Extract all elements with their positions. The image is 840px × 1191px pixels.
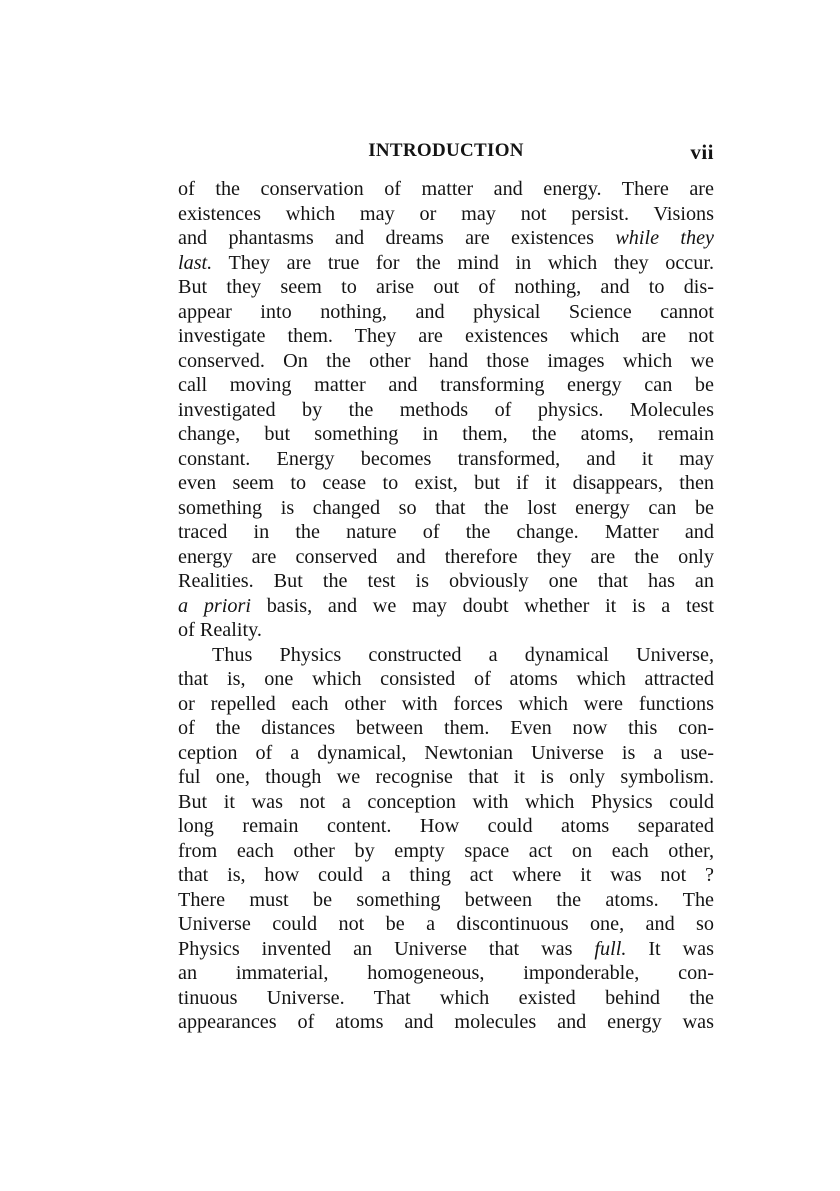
- text-run: that is, how could a thing act where it was not ?: [178, 864, 714, 886]
- text-line: [178, 1010, 714, 1035]
- text-line: [178, 422, 714, 447]
- text-run: from each other by empty space act on each other,: [178, 839, 714, 862]
- text-run: even seem to cease to exist, but if it disappears, then: [178, 472, 714, 494]
- text-line: [178, 790, 714, 815]
- text-run: of the distances between them. Even now this con-: [178, 717, 714, 739]
- text-line: [178, 618, 714, 643]
- text-run: of the conservation of matter and energy. There are: [178, 178, 714, 200]
- text-run: Realities. But the test is obviously one that has an: [178, 570, 714, 592]
- text-line: [178, 961, 714, 986]
- text-run: conserved. On the other hand those images which we: [178, 349, 714, 372]
- text-run: Physics invented an Universe that was: [178, 937, 595, 960]
- page-header: [178, 140, 714, 170]
- text-run: something is changed so that the lost energy can be: [178, 496, 714, 519]
- text-line: [178, 986, 714, 1011]
- text-line: [178, 373, 714, 398]
- text-line: [178, 324, 714, 349]
- body-text: [178, 177, 714, 1035]
- text-line: [178, 888, 714, 913]
- italic-text: last.: [178, 251, 213, 274]
- text-line: [178, 226, 714, 251]
- text-line: [178, 716, 714, 741]
- text-run: long remain content. How could atoms separated: [178, 815, 714, 837]
- text-line: [178, 937, 714, 962]
- text-line: [178, 912, 714, 937]
- text-run: an immaterial, homogeneous, imponderable, con-: [178, 962, 714, 984]
- text-line: [178, 275, 714, 300]
- text-run: appear into nothing, and physical Science cannot: [178, 300, 714, 323]
- text-run: or repelled each other with forces which were functions: [178, 692, 714, 715]
- text-run: basis, and we may doubt whether it is a test: [250, 594, 714, 617]
- text-line: [178, 814, 714, 839]
- text-run: But it was not a conception with which Physics could: [178, 790, 714, 813]
- text-run: They are true for the mind in which they occur.: [212, 251, 714, 274]
- text-run: It was: [626, 937, 714, 960]
- text-run: that is, one which consisted of atoms which attracted: [178, 668, 714, 690]
- text-run: energy are conserved and therefore they are the only: [178, 545, 714, 568]
- text-line: [178, 251, 714, 276]
- text-run: and phantasms and dreams are existences: [178, 227, 616, 249]
- italic-text: a priori: [178, 594, 251, 617]
- text-run: investigate them. They are existences which are not: [178, 325, 714, 347]
- text-line: [178, 741, 714, 766]
- text-run: Universe could not be a discontinuous one, and so: [178, 913, 714, 935]
- text-line: [178, 398, 714, 423]
- text-run: traced in the nature of the change. Matter and: [178, 521, 714, 543]
- text-run: Thus Physics constructed a dynamical Universe,: [212, 643, 714, 666]
- text-line: [178, 863, 714, 888]
- text-line: [178, 594, 714, 619]
- text-line: [178, 667, 714, 692]
- text-line: [178, 545, 714, 570]
- text-line: [178, 349, 714, 374]
- text-run: constant. Energy becomes transformed, and it may: [178, 447, 714, 470]
- text-line: [178, 300, 714, 325]
- text-run: investigated by the methods of physics. Molecules: [178, 398, 714, 421]
- text-line: [178, 177, 714, 202]
- text-line: [178, 447, 714, 472]
- text-run: tinuous Universe. That which existed behind the: [178, 986, 714, 1009]
- italic-text: while they: [615, 227, 714, 249]
- paragraph: [178, 177, 714, 643]
- text-line: [178, 471, 714, 496]
- text-run: existences which may or may not persist. Visions: [178, 202, 714, 225]
- text-run: ful one, though we recognise that it is only symbolism.: [178, 766, 714, 788]
- text-run: call moving matter and transforming energy can be: [178, 374, 714, 396]
- text-line: [178, 765, 714, 790]
- text-run: of Reality.: [178, 619, 262, 641]
- text-line: [178, 520, 714, 545]
- running-head: INTRODUCTION: [368, 140, 524, 161]
- text-line: [178, 569, 714, 594]
- paragraph: [178, 643, 714, 1035]
- text-run: appearances of atoms and molecules and energy was: [178, 1011, 714, 1033]
- text-run: There must be something between the atoms. The: [178, 888, 714, 911]
- italic-text: full.: [594, 937, 627, 960]
- text-line: [178, 692, 714, 717]
- text-run: ception of a dynamical, Newtonian Universe is a use-: [178, 741, 714, 764]
- text-line: [178, 643, 714, 668]
- text-line: [178, 496, 714, 521]
- page-number: vii: [690, 140, 714, 164]
- text-run: But they seem to arise out of nothing, and to dis-: [178, 276, 714, 298]
- text-line: [178, 839, 714, 864]
- text-line: [178, 202, 714, 227]
- text-run: change, but something in them, the atoms, remain: [178, 423, 714, 445]
